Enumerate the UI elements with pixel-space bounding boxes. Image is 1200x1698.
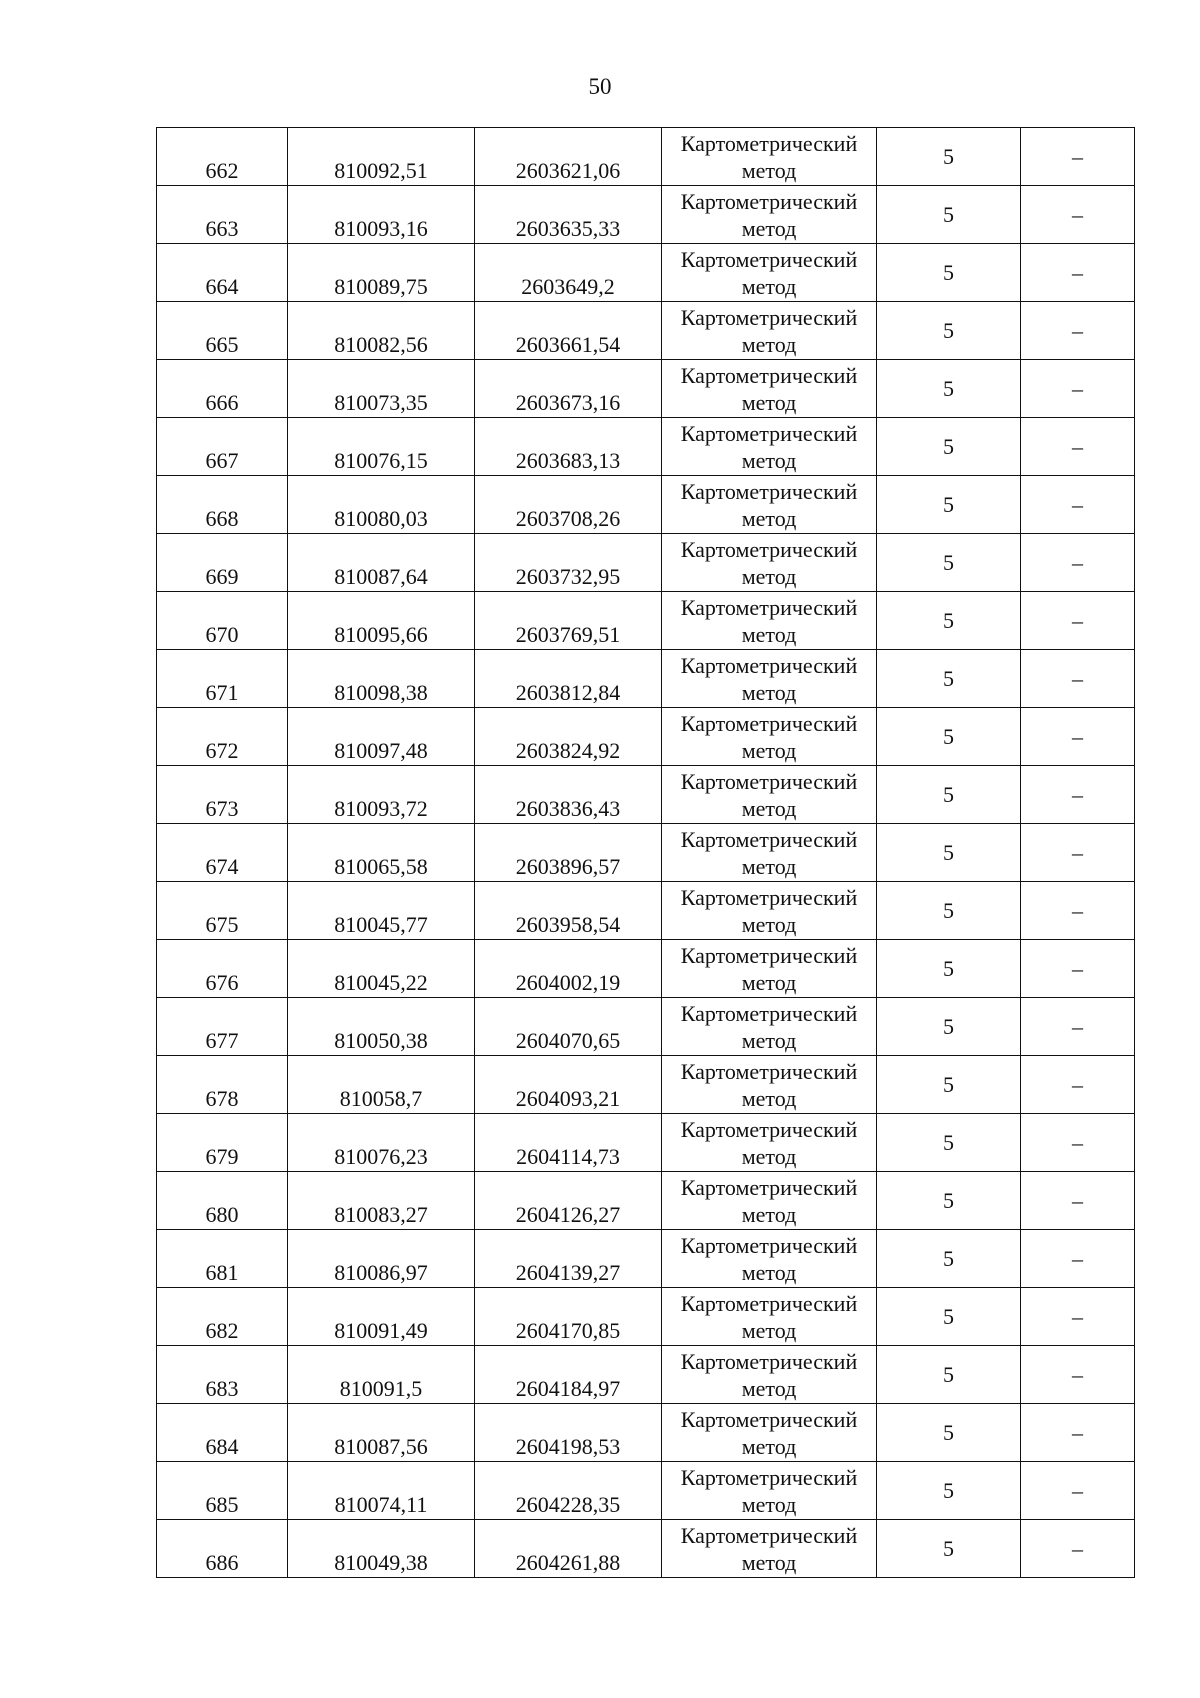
accuracy-cell: 5	[877, 302, 1021, 360]
method-cell	[662, 128, 877, 186]
method-cell	[662, 1288, 877, 1346]
y-coordinate-cell: 2604170,85	[475, 1288, 662, 1346]
y-coordinate-cell: 2603635,33	[475, 186, 662, 244]
method-line-2: метод	[741, 853, 797, 879]
table-row	[157, 1404, 1135, 1462]
method-line-2: метод	[741, 969, 797, 995]
method-cell	[662, 1056, 877, 1114]
method-line-2: метод	[741, 1549, 797, 1575]
method-line-2: метод	[741, 1317, 797, 1343]
method-line-1: Картометрический	[680, 1116, 858, 1142]
point-number-cell: 676	[157, 940, 288, 998]
accuracy-cell: 5	[877, 1056, 1021, 1114]
table-row	[157, 244, 1135, 302]
table-row	[157, 1172, 1135, 1230]
method-line-1: Картометрический	[680, 188, 858, 214]
method-cell	[662, 650, 877, 708]
x-coordinate-cell: 810093,16	[288, 186, 475, 244]
point-number-cell: 663	[157, 186, 288, 244]
method-line-2: метод	[741, 1027, 797, 1053]
table-row	[157, 650, 1135, 708]
coordinates-table	[156, 127, 1135, 1578]
x-coordinate-cell: 810076,23	[288, 1114, 475, 1172]
method-cell	[662, 998, 877, 1056]
x-coordinate-cell: 810089,75	[288, 244, 475, 302]
x-coordinate-cell: 810049,38	[288, 1520, 475, 1578]
y-coordinate-cell: 2604198,53	[475, 1404, 662, 1462]
note-cell: –	[1021, 418, 1135, 476]
x-coordinate-cell: 810097,48	[288, 708, 475, 766]
method-line-2: метод	[741, 563, 797, 589]
note-cell: –	[1021, 882, 1135, 940]
method-line-2: метод	[741, 215, 797, 241]
point-number-cell: 685	[157, 1462, 288, 1520]
x-coordinate-cell: 810058,7	[288, 1056, 475, 1114]
y-coordinate-cell: 2604114,73	[475, 1114, 662, 1172]
note-cell: –	[1021, 708, 1135, 766]
method-line-1: Картометрический	[680, 420, 858, 446]
method-cell	[662, 302, 877, 360]
method-line-2: метод	[741, 1085, 797, 1111]
note-cell: –	[1021, 650, 1135, 708]
method-line-1: Картометрический	[680, 652, 858, 678]
accuracy-cell: 5	[877, 592, 1021, 650]
method-cell	[662, 766, 877, 824]
x-coordinate-cell: 810083,27	[288, 1172, 475, 1230]
table-row	[157, 534, 1135, 592]
point-number-cell: 664	[157, 244, 288, 302]
y-coordinate-cell: 2603661,54	[475, 302, 662, 360]
method-line-2: метод	[741, 795, 797, 821]
method-line-1: Картометрический	[680, 362, 858, 388]
accuracy-cell: 5	[877, 534, 1021, 592]
table-row	[157, 708, 1135, 766]
note-cell: –	[1021, 1520, 1135, 1578]
x-coordinate-cell: 810086,97	[288, 1230, 475, 1288]
method-line-2: метод	[741, 273, 797, 299]
x-coordinate-cell: 810093,72	[288, 766, 475, 824]
method-line-1: Картометрический	[680, 1174, 858, 1200]
note-cell: –	[1021, 1056, 1135, 1114]
method-line-1: Картометрический	[680, 1348, 858, 1374]
method-cell	[662, 1230, 877, 1288]
accuracy-cell: 5	[877, 1230, 1021, 1288]
method-cell	[662, 1346, 877, 1404]
point-number-cell: 682	[157, 1288, 288, 1346]
table-row	[157, 1462, 1135, 1520]
note-cell: –	[1021, 1114, 1135, 1172]
method-line-2: метод	[741, 1143, 797, 1169]
note-cell: –	[1021, 824, 1135, 882]
method-cell	[662, 940, 877, 998]
point-number-cell: 669	[157, 534, 288, 592]
accuracy-cell: 5	[877, 1520, 1021, 1578]
accuracy-cell: 5	[877, 476, 1021, 534]
point-number-cell: 686	[157, 1520, 288, 1578]
y-coordinate-cell: 2604261,88	[475, 1520, 662, 1578]
accuracy-cell: 5	[877, 1172, 1021, 1230]
y-coordinate-cell: 2603769,51	[475, 592, 662, 650]
x-coordinate-cell: 810065,58	[288, 824, 475, 882]
method-cell	[662, 882, 877, 940]
y-coordinate-cell: 2603824,92	[475, 708, 662, 766]
note-cell: –	[1021, 186, 1135, 244]
method-line-1: Картометрический	[680, 884, 858, 910]
point-number-cell: 672	[157, 708, 288, 766]
note-cell: –	[1021, 476, 1135, 534]
y-coordinate-cell: 2603649,2	[475, 244, 662, 302]
point-number-cell: 680	[157, 1172, 288, 1230]
table-row	[157, 940, 1135, 998]
note-cell: –	[1021, 244, 1135, 302]
table-row	[157, 418, 1135, 476]
point-number-cell: 683	[157, 1346, 288, 1404]
y-coordinate-cell: 2603621,06	[475, 128, 662, 186]
method-line-1: Картометрический	[680, 826, 858, 852]
note-cell: –	[1021, 302, 1135, 360]
method-line-1: Картометрический	[680, 768, 858, 794]
point-number-cell: 668	[157, 476, 288, 534]
method-cell	[662, 1520, 877, 1578]
table-row	[157, 824, 1135, 882]
method-cell	[662, 592, 877, 650]
table-row	[157, 360, 1135, 418]
note-cell: –	[1021, 940, 1135, 998]
method-cell	[662, 824, 877, 882]
x-coordinate-cell: 810087,56	[288, 1404, 475, 1462]
method-line-2: метод	[741, 447, 797, 473]
method-line-2: метод	[741, 1433, 797, 1459]
x-coordinate-cell: 810073,35	[288, 360, 475, 418]
note-cell: –	[1021, 766, 1135, 824]
note-cell: –	[1021, 592, 1135, 650]
y-coordinate-cell: 2603958,54	[475, 882, 662, 940]
y-coordinate-cell: 2603896,57	[475, 824, 662, 882]
x-coordinate-cell: 810076,15	[288, 418, 475, 476]
accuracy-cell: 5	[877, 244, 1021, 302]
y-coordinate-cell: 2604126,27	[475, 1172, 662, 1230]
table-row	[157, 476, 1135, 534]
y-coordinate-cell: 2604139,27	[475, 1230, 662, 1288]
accuracy-cell: 5	[877, 1114, 1021, 1172]
x-coordinate-cell: 810045,77	[288, 882, 475, 940]
x-coordinate-cell: 810091,5	[288, 1346, 475, 1404]
accuracy-cell: 5	[877, 1346, 1021, 1404]
method-line-1: Картометрический	[680, 1232, 858, 1258]
y-coordinate-cell: 2604002,19	[475, 940, 662, 998]
y-coordinate-cell: 2603708,26	[475, 476, 662, 534]
method-line-1: Картометрический	[680, 130, 858, 156]
coordinates-table-body	[157, 128, 1135, 1578]
method-line-2: метод	[741, 621, 797, 647]
point-number-cell: 677	[157, 998, 288, 1056]
point-number-cell: 671	[157, 650, 288, 708]
method-line-2: метод	[741, 679, 797, 705]
point-number-cell: 679	[157, 1114, 288, 1172]
method-cell	[662, 1462, 877, 1520]
accuracy-cell: 5	[877, 1462, 1021, 1520]
y-coordinate-cell: 2603812,84	[475, 650, 662, 708]
accuracy-cell: 5	[877, 1404, 1021, 1462]
y-coordinate-cell: 2604070,65	[475, 998, 662, 1056]
table-row	[157, 1346, 1135, 1404]
method-line-2: метод	[741, 1375, 797, 1401]
accuracy-cell: 5	[877, 940, 1021, 998]
method-line-1: Картометрический	[680, 1406, 858, 1432]
accuracy-cell: 5	[877, 650, 1021, 708]
x-coordinate-cell: 810082,56	[288, 302, 475, 360]
table-row	[157, 592, 1135, 650]
method-cell	[662, 476, 877, 534]
y-coordinate-cell: 2603732,95	[475, 534, 662, 592]
y-coordinate-cell: 2603673,16	[475, 360, 662, 418]
method-line-2: метод	[741, 1201, 797, 1227]
note-cell: –	[1021, 1346, 1135, 1404]
note-cell: –	[1021, 998, 1135, 1056]
note-cell: –	[1021, 360, 1135, 418]
point-number-cell: 684	[157, 1404, 288, 1462]
method-line-1: Картометрический	[680, 1522, 858, 1548]
method-line-2: метод	[741, 157, 797, 183]
x-coordinate-cell: 810074,11	[288, 1462, 475, 1520]
method-cell	[662, 360, 877, 418]
accuracy-cell: 5	[877, 418, 1021, 476]
note-cell: –	[1021, 1172, 1135, 1230]
x-coordinate-cell: 810045,22	[288, 940, 475, 998]
point-number-cell: 681	[157, 1230, 288, 1288]
method-line-2: метод	[741, 737, 797, 763]
method-cell	[662, 534, 877, 592]
x-coordinate-cell: 810092,51	[288, 128, 475, 186]
method-line-2: метод	[741, 331, 797, 357]
method-line-1: Картометрический	[680, 710, 858, 736]
method-line-2: метод	[741, 1259, 797, 1285]
table-row	[157, 1114, 1135, 1172]
note-cell: –	[1021, 534, 1135, 592]
y-coordinate-cell: 2604184,97	[475, 1346, 662, 1404]
method-line-1: Картометрический	[680, 1290, 858, 1316]
method-line-2: метод	[741, 911, 797, 937]
method-cell	[662, 1172, 877, 1230]
page-number: 50	[588, 74, 612, 99]
note-cell: –	[1021, 1230, 1135, 1288]
accuracy-cell: 5	[877, 708, 1021, 766]
method-line-1: Картометрический	[680, 1464, 858, 1490]
method-cell	[662, 708, 877, 766]
point-number-cell: 673	[157, 766, 288, 824]
table-row	[157, 1520, 1135, 1578]
x-coordinate-cell: 810080,03	[288, 476, 475, 534]
method-line-1: Картометрический	[680, 1058, 858, 1084]
point-number-cell: 666	[157, 360, 288, 418]
x-coordinate-cell: 810091,49	[288, 1288, 475, 1346]
method-line-1: Картометрический	[680, 304, 858, 330]
accuracy-cell: 5	[877, 186, 1021, 244]
table-row	[157, 998, 1135, 1056]
point-number-cell: 675	[157, 882, 288, 940]
point-number-cell: 662	[157, 128, 288, 186]
y-coordinate-cell: 2603683,13	[475, 418, 662, 476]
accuracy-cell: 5	[877, 128, 1021, 186]
table-row	[157, 186, 1135, 244]
method-line-1: Картометрический	[680, 246, 858, 272]
note-cell: –	[1021, 1462, 1135, 1520]
method-cell	[662, 1114, 877, 1172]
x-coordinate-cell: 810087,64	[288, 534, 475, 592]
method-line-1: Картометрический	[680, 1000, 858, 1026]
table-row	[157, 1288, 1135, 1346]
table-row	[157, 1230, 1135, 1288]
y-coordinate-cell: 2604093,21	[475, 1056, 662, 1114]
method-line-1: Картометрический	[680, 478, 858, 504]
table-row	[157, 882, 1135, 940]
note-cell: –	[1021, 128, 1135, 186]
x-coordinate-cell: 810095,66	[288, 592, 475, 650]
accuracy-cell: 5	[877, 882, 1021, 940]
method-line-1: Картометрический	[680, 942, 858, 968]
point-number-cell: 665	[157, 302, 288, 360]
x-coordinate-cell: 810050,38	[288, 998, 475, 1056]
y-coordinate-cell: 2604228,35	[475, 1462, 662, 1520]
table-row	[157, 128, 1135, 186]
method-cell	[662, 244, 877, 302]
table-row	[157, 766, 1135, 824]
note-cell: –	[1021, 1288, 1135, 1346]
method-line-2: метод	[741, 505, 797, 531]
method-cell	[662, 186, 877, 244]
accuracy-cell: 5	[877, 360, 1021, 418]
method-line-2: метод	[741, 1491, 797, 1517]
method-cell	[662, 418, 877, 476]
method-line-1: Картометрический	[680, 594, 858, 620]
note-cell: –	[1021, 1404, 1135, 1462]
table-row	[157, 302, 1135, 360]
point-number-cell: 667	[157, 418, 288, 476]
x-coordinate-cell: 810098,38	[288, 650, 475, 708]
point-number-cell: 674	[157, 824, 288, 882]
accuracy-cell: 5	[877, 824, 1021, 882]
point-number-cell: 670	[157, 592, 288, 650]
method-line-2: метод	[741, 389, 797, 415]
accuracy-cell: 5	[877, 998, 1021, 1056]
table-row	[157, 1056, 1135, 1114]
point-number-cell: 678	[157, 1056, 288, 1114]
y-coordinate-cell: 2603836,43	[475, 766, 662, 824]
accuracy-cell: 5	[877, 766, 1021, 824]
method-cell	[662, 1404, 877, 1462]
accuracy-cell: 5	[877, 1288, 1021, 1346]
method-line-1: Картометрический	[680, 536, 858, 562]
